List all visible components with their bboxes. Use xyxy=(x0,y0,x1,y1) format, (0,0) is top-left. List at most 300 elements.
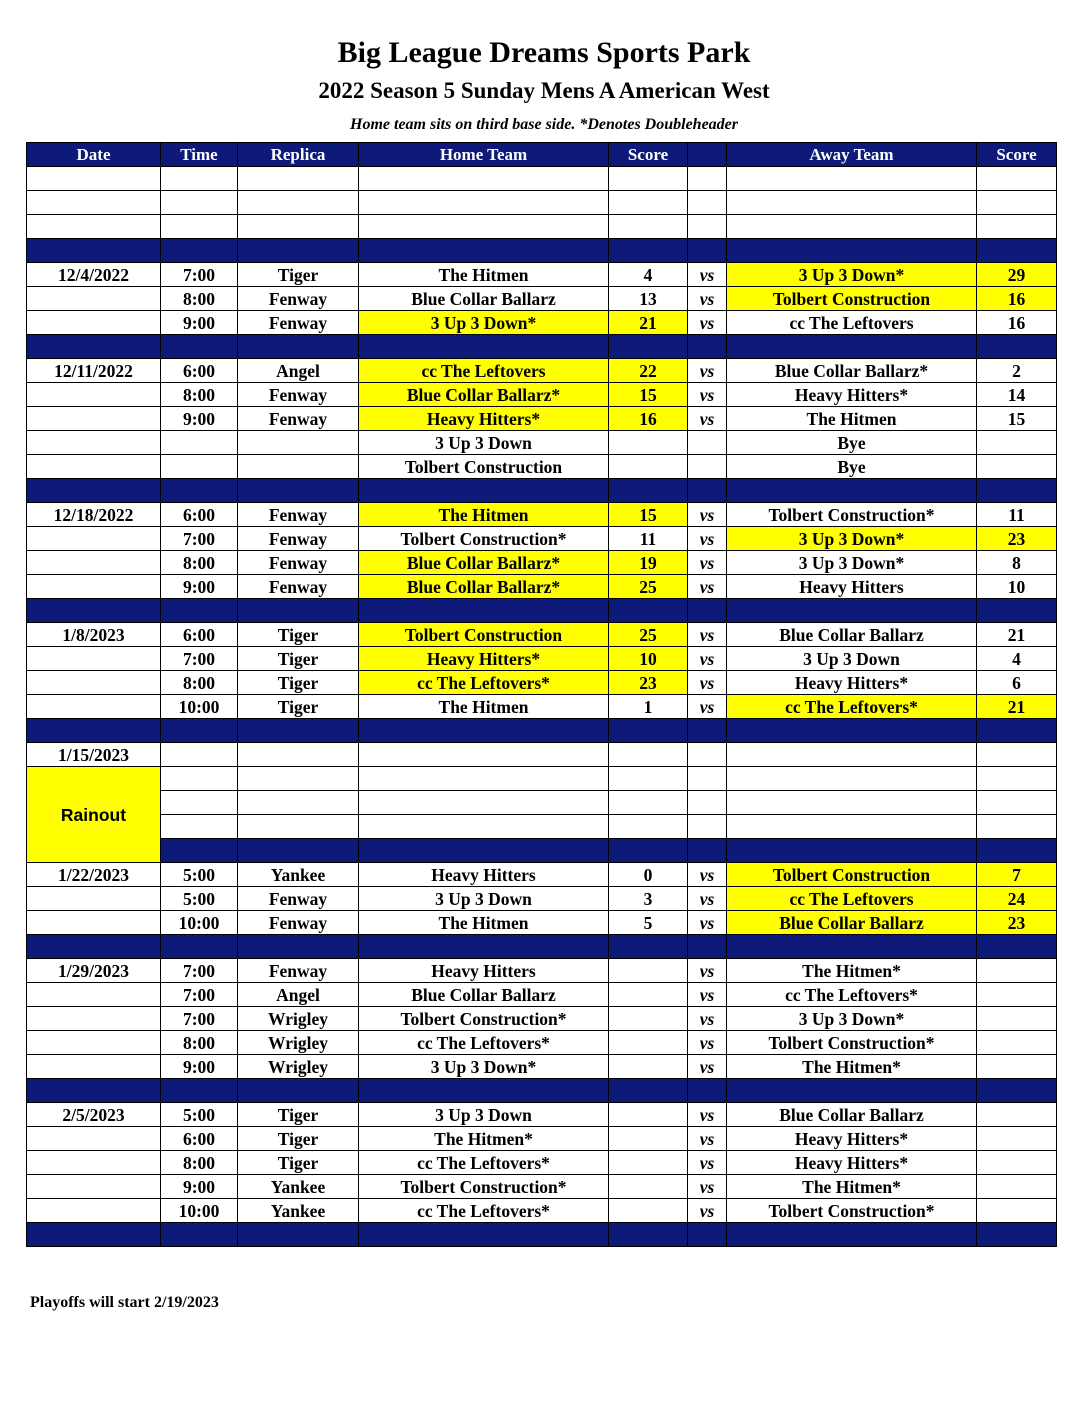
time-cell: 8:00 xyxy=(161,1031,238,1055)
replica-cell: Yankee xyxy=(238,1175,359,1199)
game-row xyxy=(27,623,1057,647)
away-score-cell: 21 xyxy=(977,623,1057,647)
empty-cell xyxy=(727,215,977,239)
vs-cell: vs xyxy=(688,1151,727,1175)
home-team-cell: Blue Collar Ballarz xyxy=(359,983,609,1007)
game-row xyxy=(27,455,1057,479)
time-cell: 8:00 xyxy=(161,383,238,407)
separator-cell xyxy=(359,599,609,623)
separator-cell xyxy=(609,239,688,263)
time-cell: 6:00 xyxy=(161,1127,238,1151)
separator-cell xyxy=(977,1079,1057,1103)
separator-cell xyxy=(359,1223,609,1247)
home-score-cell xyxy=(609,983,688,1007)
date-cell xyxy=(27,407,161,431)
time-cell: 10:00 xyxy=(161,1199,238,1223)
game-row xyxy=(27,407,1057,431)
date-cell xyxy=(27,311,161,335)
vs-cell: vs xyxy=(688,1007,727,1031)
empty-cell xyxy=(359,743,609,767)
game-row xyxy=(27,695,1057,719)
home-team-cell: The Hitmen* xyxy=(359,1127,609,1151)
game-row xyxy=(27,1055,1057,1079)
away-team-cell: The Hitmen xyxy=(727,407,977,431)
date-cell xyxy=(27,1175,161,1199)
empty-row xyxy=(27,815,1057,839)
separator-cell xyxy=(609,935,688,959)
date-cell: 12/11/2022 xyxy=(27,359,161,383)
game-row xyxy=(27,503,1057,527)
empty-cell xyxy=(359,167,609,191)
separator-cell xyxy=(238,479,359,503)
separator-cell xyxy=(359,239,609,263)
home-score-cell xyxy=(609,959,688,983)
time-cell: 8:00 xyxy=(161,287,238,311)
separator-cell xyxy=(238,335,359,359)
home-score-cell: 11 xyxy=(609,527,688,551)
empty-cell xyxy=(977,791,1057,815)
vs-cell: vs xyxy=(688,263,727,287)
separator-cell xyxy=(161,935,238,959)
home-team-cell: Tolbert Construction xyxy=(359,455,609,479)
empty-cell xyxy=(161,767,238,791)
away-team-cell: Blue Collar Ballarz xyxy=(727,911,977,935)
empty-cell xyxy=(977,815,1057,839)
home-score-cell xyxy=(609,1031,688,1055)
home-score-cell: 0 xyxy=(609,863,688,887)
empty-cell xyxy=(609,815,688,839)
away-score-cell: 16 xyxy=(977,311,1057,335)
away-team-cell: Tolbert Construction xyxy=(727,863,977,887)
empty-cell xyxy=(977,167,1057,191)
col-header-time: Time xyxy=(161,143,238,167)
home-score-cell: 21 xyxy=(609,311,688,335)
away-team-cell: Heavy Hitters* xyxy=(727,1151,977,1175)
separator-cell xyxy=(359,719,609,743)
empty-cell xyxy=(977,215,1057,239)
vs-cell: vs xyxy=(688,551,727,575)
vs-cell xyxy=(688,455,727,479)
replica-cell: Yankee xyxy=(238,1199,359,1223)
separator-cell xyxy=(727,935,977,959)
home-score-cell: 19 xyxy=(609,551,688,575)
home-score-cell: 25 xyxy=(609,623,688,647)
empty-cell xyxy=(688,791,727,815)
time-cell: 9:00 xyxy=(161,1055,238,1079)
home-team-cell: 3 Up 3 Down xyxy=(359,431,609,455)
game-row xyxy=(27,671,1057,695)
game-row xyxy=(27,959,1057,983)
away-team-cell: Tolbert Construction* xyxy=(727,503,977,527)
game-row xyxy=(27,647,1057,671)
away-team-cell: The Hitmen* xyxy=(727,959,977,983)
away-score-cell: 11 xyxy=(977,503,1057,527)
away-team-cell: cc The Leftovers xyxy=(727,887,977,911)
date-cell xyxy=(27,287,161,311)
away-score-cell: 15 xyxy=(977,407,1057,431)
replica-cell: Tiger xyxy=(238,671,359,695)
separator-cell xyxy=(977,719,1057,743)
date-cell xyxy=(27,647,161,671)
away-score-cell: 29 xyxy=(977,263,1057,287)
empty-row xyxy=(27,191,1057,215)
home-score-cell: 23 xyxy=(609,671,688,695)
home-score-cell: 13 xyxy=(609,287,688,311)
away-score-cell xyxy=(977,983,1057,1007)
away-team-cell: Heavy Hitters* xyxy=(727,1127,977,1151)
col-header-home-team: Home Team xyxy=(359,143,609,167)
home-team-cell: 3 Up 3 Down* xyxy=(359,311,609,335)
vs-cell: vs xyxy=(688,1103,727,1127)
date-cell xyxy=(27,911,161,935)
replica-cell: Fenway xyxy=(238,911,359,935)
vs-cell: vs xyxy=(688,407,727,431)
empty-cell xyxy=(727,743,977,767)
home-score-cell: 5 xyxy=(609,911,688,935)
replica-cell: Tiger xyxy=(238,1151,359,1175)
empty-cell xyxy=(359,791,609,815)
rainout-badge: Rainout xyxy=(27,767,161,863)
away-team-cell: The Hitmen* xyxy=(727,1055,977,1079)
separator-cell xyxy=(27,479,161,503)
replica-cell: Fenway xyxy=(238,503,359,527)
away-team-cell: 3 Up 3 Down* xyxy=(727,263,977,287)
separator-cell xyxy=(27,599,161,623)
date-cell xyxy=(27,575,161,599)
week-separator-row xyxy=(27,599,1057,623)
empty-cell xyxy=(238,743,359,767)
week-separator-row xyxy=(27,1223,1057,1247)
empty-cell xyxy=(27,191,161,215)
away-team-cell: Blue Collar Ballarz xyxy=(727,623,977,647)
away-score-cell xyxy=(977,959,1057,983)
empty-cell xyxy=(238,167,359,191)
col-header-replica: Replica xyxy=(238,143,359,167)
separator-cell xyxy=(161,839,238,863)
replica-cell: Fenway xyxy=(238,551,359,575)
home-score-cell: 25 xyxy=(609,575,688,599)
col-header-away-score: Score xyxy=(977,143,1057,167)
game-row xyxy=(27,1175,1057,1199)
time-cell: 9:00 xyxy=(161,311,238,335)
away-score-cell: 24 xyxy=(977,887,1057,911)
home-team-cell: The Hitmen xyxy=(359,263,609,287)
home-score-cell xyxy=(609,1055,688,1079)
date-cell: 12/4/2022 xyxy=(27,263,161,287)
empty-cell xyxy=(161,167,238,191)
date-cell: 2/5/2023 xyxy=(27,1103,161,1127)
game-row xyxy=(27,1127,1057,1151)
separator-cell xyxy=(27,935,161,959)
separator-cell xyxy=(977,1223,1057,1247)
home-team-cell: Tolbert Construction* xyxy=(359,1007,609,1031)
week-separator-row xyxy=(27,479,1057,503)
away-score-cell: 2 xyxy=(977,359,1057,383)
date-cell xyxy=(27,887,161,911)
separator-cell xyxy=(359,335,609,359)
empty-cell xyxy=(727,815,977,839)
vs-cell: vs xyxy=(688,503,727,527)
vs-cell: vs xyxy=(688,1127,727,1151)
page-title: Big League Dreams Sports Park xyxy=(337,36,751,69)
game-row xyxy=(27,863,1057,887)
table-row xyxy=(27,743,1057,767)
empty-row xyxy=(27,215,1057,239)
empty-cell xyxy=(688,815,727,839)
home-team-cell: Heavy Hitters xyxy=(359,959,609,983)
empty-cell xyxy=(238,191,359,215)
separator-cell xyxy=(238,239,359,263)
game-row xyxy=(27,1199,1057,1223)
empty-cell xyxy=(609,167,688,191)
separator-cell xyxy=(238,719,359,743)
separator-cell xyxy=(238,935,359,959)
vs-cell: vs xyxy=(688,1175,727,1199)
date-cell xyxy=(27,1127,161,1151)
date-cell xyxy=(27,1007,161,1031)
away-team-cell: Heavy Hitters xyxy=(727,575,977,599)
home-team-cell: The Hitmen xyxy=(359,695,609,719)
empty-cell xyxy=(688,191,727,215)
time-cell: 9:00 xyxy=(161,575,238,599)
away-score-cell xyxy=(977,431,1057,455)
away-score-cell: 14 xyxy=(977,383,1057,407)
away-team-cell: Tolbert Construction* xyxy=(727,1199,977,1223)
empty-cell xyxy=(688,767,727,791)
col-header-home-score: Score xyxy=(609,143,688,167)
home-team-cell: Blue Collar Ballarz* xyxy=(359,575,609,599)
vs-cell: vs xyxy=(688,1199,727,1223)
game-row xyxy=(27,1151,1057,1175)
time-cell: 6:00 xyxy=(161,623,238,647)
separator-cell xyxy=(359,935,609,959)
empty-cell xyxy=(161,215,238,239)
empty-cell xyxy=(27,167,161,191)
table-header-row xyxy=(27,143,1057,167)
replica-cell: Fenway xyxy=(238,407,359,431)
separator-cell xyxy=(27,1223,161,1247)
game-row xyxy=(27,575,1057,599)
vs-cell: vs xyxy=(688,359,727,383)
replica-cell: Fenway xyxy=(238,383,359,407)
home-team-cell: Tolbert Construction* xyxy=(359,527,609,551)
empty-cell xyxy=(161,791,238,815)
replica-cell: Tiger xyxy=(238,623,359,647)
separator-cell xyxy=(609,839,688,863)
away-score-cell xyxy=(977,455,1057,479)
time-cell: 5:00 xyxy=(161,887,238,911)
schedule-table xyxy=(26,142,1057,1247)
time-cell: 7:00 xyxy=(161,959,238,983)
away-score-cell: 10 xyxy=(977,575,1057,599)
replica-cell: Tiger xyxy=(238,1127,359,1151)
away-team-cell: Bye xyxy=(727,455,977,479)
home-score-cell: 10 xyxy=(609,647,688,671)
empty-cell xyxy=(609,767,688,791)
home-team-cell: 3 Up 3 Down xyxy=(359,887,609,911)
separator-cell xyxy=(688,599,727,623)
separator-cell xyxy=(359,479,609,503)
vs-cell: vs xyxy=(688,671,727,695)
vs-cell: vs xyxy=(688,647,727,671)
date-cell: 1/29/2023 xyxy=(27,959,161,983)
home-team-cell: Tolbert Construction xyxy=(359,623,609,647)
separator-cell xyxy=(727,1223,977,1247)
vs-cell: vs xyxy=(688,863,727,887)
separator-cell xyxy=(977,335,1057,359)
separator-cell xyxy=(688,719,727,743)
home-score-cell: 3 xyxy=(609,887,688,911)
away-score-cell: 6 xyxy=(977,671,1057,695)
home-team-cell: cc The Leftovers* xyxy=(359,671,609,695)
away-score-cell xyxy=(977,1175,1057,1199)
home-score-cell: 1 xyxy=(609,695,688,719)
replica-cell: Fenway xyxy=(238,311,359,335)
empty-cell xyxy=(359,191,609,215)
date-cell xyxy=(27,1151,161,1175)
home-score-cell: 4 xyxy=(609,263,688,287)
vs-cell: vs xyxy=(688,983,727,1007)
date-cell xyxy=(27,455,161,479)
home-team-cell: Blue Collar Ballarz xyxy=(359,287,609,311)
home-team-cell: Heavy Hitters* xyxy=(359,407,609,431)
separator-cell xyxy=(27,335,161,359)
empty-cell xyxy=(27,215,161,239)
date-cell: 1/15/2023 xyxy=(27,743,161,767)
separator-cell xyxy=(161,335,238,359)
replica-cell: Tiger xyxy=(238,647,359,671)
date-cell xyxy=(27,383,161,407)
time-cell: 10:00 xyxy=(161,911,238,935)
time-cell: 8:00 xyxy=(161,551,238,575)
date-cell xyxy=(27,551,161,575)
empty-cell xyxy=(688,167,727,191)
separator-cell xyxy=(977,479,1057,503)
separator-cell xyxy=(727,719,977,743)
empty-row xyxy=(27,167,1057,191)
separator-cell xyxy=(609,599,688,623)
empty-cell xyxy=(609,743,688,767)
replica-cell: Wrigley xyxy=(238,1007,359,1031)
away-score-cell: 23 xyxy=(977,527,1057,551)
separator-cell xyxy=(359,1079,609,1103)
vs-cell: vs xyxy=(688,311,727,335)
home-score-cell: 16 xyxy=(609,407,688,431)
separator-cell xyxy=(727,479,977,503)
empty-cell xyxy=(977,767,1057,791)
separator-cell xyxy=(727,1079,977,1103)
vs-cell: vs xyxy=(688,575,727,599)
empty-cell xyxy=(359,767,609,791)
separator-cell xyxy=(727,599,977,623)
away-score-cell: 8 xyxy=(977,551,1057,575)
home-team-cell: Heavy Hitters xyxy=(359,863,609,887)
away-team-cell: 3 Up 3 Down* xyxy=(727,527,977,551)
away-team-cell: Blue Collar Ballarz xyxy=(727,1103,977,1127)
date-cell xyxy=(27,1031,161,1055)
replica-cell: Tiger xyxy=(238,263,359,287)
separator-cell xyxy=(688,935,727,959)
away-team-cell: cc The Leftovers xyxy=(727,311,977,335)
week-separator-row xyxy=(27,839,1057,863)
separator-cell xyxy=(727,239,977,263)
empty-cell xyxy=(609,215,688,239)
separator-cell xyxy=(688,335,727,359)
col-header-away-team: Away Team xyxy=(727,143,977,167)
separator-cell xyxy=(727,335,977,359)
game-row xyxy=(27,911,1057,935)
schedule-body xyxy=(27,167,1057,1247)
away-team-cell: cc The Leftovers* xyxy=(727,983,977,1007)
separator-cell xyxy=(977,239,1057,263)
separator-cell xyxy=(727,839,977,863)
home-team-cell: 3 Up 3 Down xyxy=(359,1103,609,1127)
separator-cell xyxy=(609,479,688,503)
date-cell xyxy=(27,431,161,455)
replica-cell: Fenway xyxy=(238,287,359,311)
time-cell: 7:00 xyxy=(161,527,238,551)
separator-cell xyxy=(161,599,238,623)
separator-cell xyxy=(161,239,238,263)
replica-cell xyxy=(238,455,359,479)
game-row xyxy=(27,311,1057,335)
game-row xyxy=(27,287,1057,311)
away-team-cell: 3 Up 3 Down* xyxy=(727,551,977,575)
vs-cell: vs xyxy=(688,695,727,719)
vs-cell: vs xyxy=(688,959,727,983)
separator-cell xyxy=(161,1223,238,1247)
week-separator-row xyxy=(27,1079,1057,1103)
away-team-cell: The Hitmen* xyxy=(727,1175,977,1199)
empty-cell xyxy=(727,167,977,191)
separator-cell xyxy=(688,839,727,863)
away-team-cell: cc The Leftovers* xyxy=(727,695,977,719)
home-score-cell xyxy=(609,1127,688,1151)
home-score-cell xyxy=(609,431,688,455)
empty-cell xyxy=(359,815,609,839)
game-row xyxy=(27,1031,1057,1055)
separator-cell xyxy=(238,599,359,623)
playoffs-note: Playoffs will start 2/19/2023 xyxy=(30,1294,219,1311)
game-row xyxy=(27,527,1057,551)
game-row xyxy=(27,359,1057,383)
empty-cell xyxy=(977,191,1057,215)
game-row xyxy=(27,1007,1057,1031)
home-team-cell: cc The Leftovers* xyxy=(359,1151,609,1175)
separator-cell xyxy=(688,479,727,503)
separator-cell xyxy=(609,1079,688,1103)
empty-row xyxy=(27,791,1057,815)
time-cell: 9:00 xyxy=(161,1175,238,1199)
vs-cell: vs xyxy=(688,911,727,935)
away-score-cell xyxy=(977,1103,1057,1127)
home-score-cell: 15 xyxy=(609,503,688,527)
separator-cell xyxy=(688,239,727,263)
separator-cell xyxy=(688,1223,727,1247)
separator-cell xyxy=(238,1079,359,1103)
empty-cell xyxy=(238,767,359,791)
game-row xyxy=(27,431,1057,455)
home-team-cell: Heavy Hitters* xyxy=(359,647,609,671)
time-cell: 5:00 xyxy=(161,1103,238,1127)
away-team-cell: Tolbert Construction* xyxy=(727,1031,977,1055)
away-score-cell xyxy=(977,1199,1057,1223)
away-score-cell xyxy=(977,1007,1057,1031)
game-row xyxy=(27,1103,1057,1127)
home-score-cell xyxy=(609,1175,688,1199)
away-score-cell: 4 xyxy=(977,647,1057,671)
away-team-cell: Bye xyxy=(727,431,977,455)
